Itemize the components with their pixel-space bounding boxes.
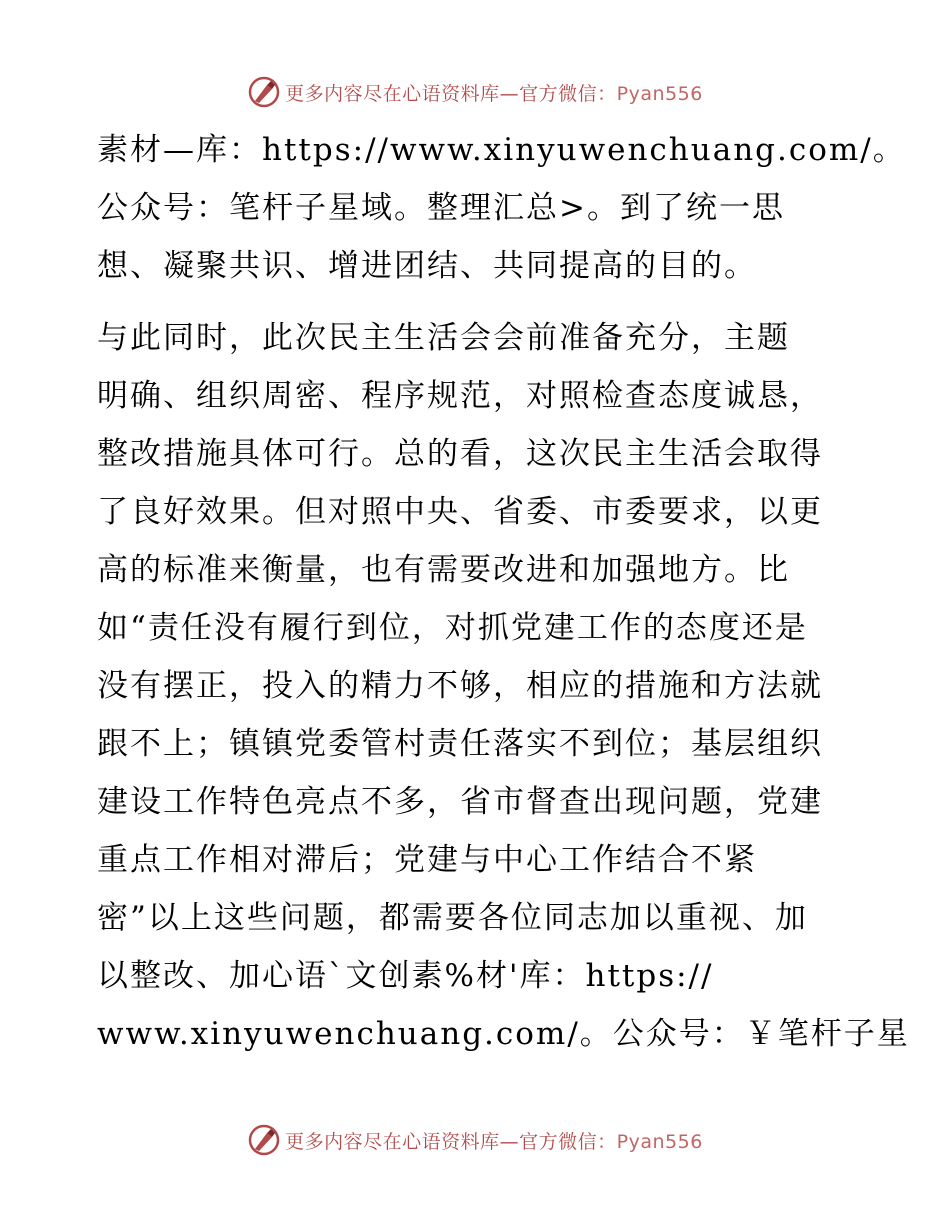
- watermark-text: 更多内容尽在心语资料库—官方微信：Pyan556: [285, 1130, 703, 1153]
- text-line: 以整改、加心语`文创素%材'库：https://: [97, 958, 714, 994]
- paragraph-1: [97, 121, 906, 295]
- text-line: 公众号：笔杆子星域。整理汇总>。到了统一思: [97, 190, 785, 226]
- text-line: 密”以上这些问题，都需要各位同志加以重视、加: [97, 900, 808, 936]
- pen-nib-logo-icon: [247, 1123, 281, 1157]
- pen-nib-logo-icon: [247, 75, 281, 109]
- document-body: [97, 121, 910, 1063]
- watermark-id: Pyan556: [616, 82, 703, 105]
- text-line: www.xinyuwenchuang.com/。公众号：￥笔杆子星: [97, 1016, 910, 1052]
- header-watermark: [0, 72, 950, 112]
- text-line: 高的标准来衡量，也有需要改进和加强地方。比: [97, 552, 790, 588]
- text-line: 与此同时，此次民主生活会会前准备充分，主题: [97, 320, 790, 356]
- text-line: 如“责任没有履行到位，对抓党建工作的态度还是: [97, 610, 808, 646]
- watermark-id: Pyan556: [616, 1130, 703, 1153]
- text-line: 没有摆正，投入的精力不够，相应的措施和方法就: [97, 668, 823, 704]
- watermark-text: 更多内容尽在心语资料库—官方微信：Pyan556: [285, 82, 703, 105]
- text-line: 建设工作特色亮点不多，省市督查出现问题，党建: [97, 784, 823, 820]
- text-line: 想、凝聚共识、增进团结、共同提高的目的。: [97, 248, 757, 284]
- text-line: 素材—库：https://www.xinyuwenchuang.com/。: [97, 132, 906, 168]
- text-line: 明确、组织周密、程序规范，对照检查态度诚恳，: [97, 378, 823, 414]
- footer-watermark: [0, 1120, 950, 1160]
- text-line: 跟不上；镇镇党委管村责任落实不到位；基层组织: [97, 726, 823, 762]
- paragraph-2: [97, 309, 910, 1063]
- text-line: 重点工作相对滞后；党建与中心工作结合不紧: [97, 842, 757, 878]
- text-line: 了良好效果。但对照中央、省委、市委要求，以更: [97, 494, 823, 530]
- text-line: 整改措施具体可行。总的看，这次民主生活会取得: [97, 436, 823, 472]
